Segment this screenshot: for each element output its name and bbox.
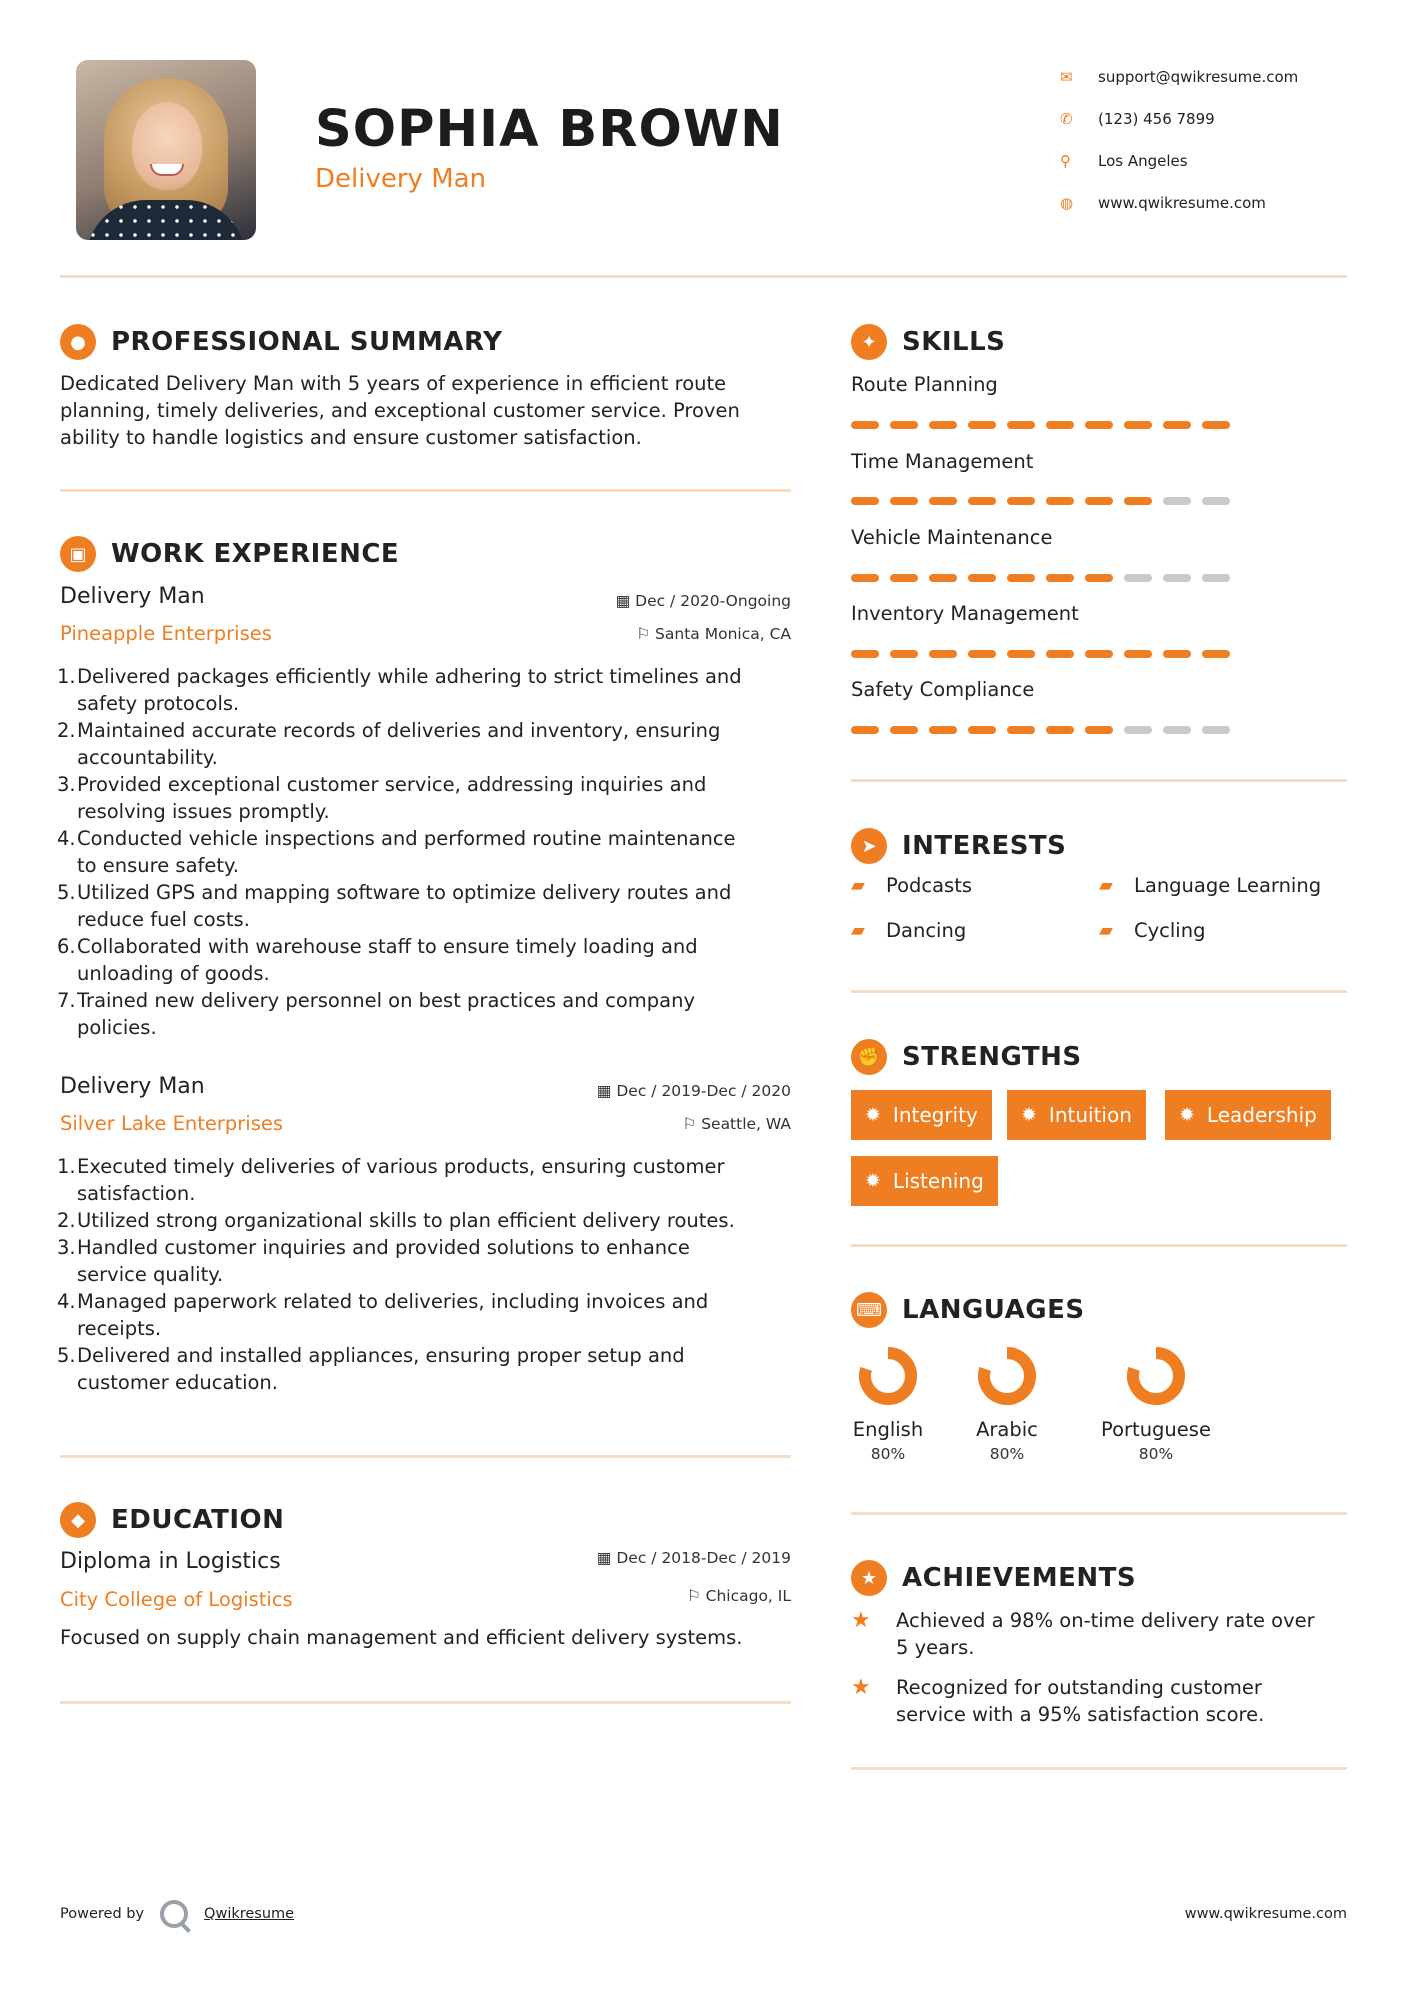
skill-dash-empty: [1124, 574, 1152, 582]
job-company: Silver Lake Enterprises: [60, 1112, 284, 1135]
phone-icon: ✆: [1060, 110, 1073, 128]
skill-dash-filled: [1163, 421, 1191, 429]
star-icon: ★: [851, 1675, 871, 1700]
skill-dash-filled: [1007, 726, 1035, 734]
contact-list: [1060, 56, 1298, 224]
languages-heading: ⌨ LANGUAGES: [851, 1292, 1085, 1328]
interests-heading: ➤ INTERESTS: [851, 828, 1066, 864]
user-icon: ●: [60, 324, 96, 360]
education-description: Focused on supply chain management and efficient delivery systems.: [60, 1626, 743, 1649]
language-item: [1096, 1344, 1216, 1463]
strength-chip: ✹ Listening: [851, 1156, 998, 1206]
job-title: Delivery Man: [60, 1074, 205, 1099]
strengths-heading: ✊ STRENGTHS: [851, 1039, 1082, 1075]
skill-dash-filled: [851, 650, 879, 658]
calendar-icon: ▦: [615, 592, 636, 610]
job-duties: [57, 1153, 797, 1396]
language-name: Portuguese: [1101, 1418, 1211, 1441]
job-title: Delivery Man: [60, 584, 205, 609]
badge-icon: ✹: [865, 1104, 881, 1126]
skill-dash-filled: [890, 726, 918, 734]
achievement-item: ★ Recognized for outstanding customer service with a 95% satisfaction score.: [851, 1675, 1265, 1726]
badge-icon: ✹: [865, 1170, 881, 1192]
job-location: ⚐ Seattle, WA: [682, 1115, 791, 1133]
skill-dash-filled: [968, 650, 996, 658]
list-item: 5. Utilized GPS and mapping software to optimize delivery routes and reduce fuel costs.: [57, 881, 732, 931]
skill-dash-filled: [968, 497, 996, 505]
skill-dash-filled: [890, 497, 918, 505]
interests-divider: [851, 990, 1347, 993]
language-percent: 80%: [989, 1445, 1025, 1463]
language-icon: ⌨: [851, 1292, 887, 1328]
map-pin-icon: ⚲: [1060, 152, 1071, 170]
interest-item: ▰ Dancing: [851, 919, 967, 942]
candidate-role: Delivery Man: [315, 164, 487, 194]
trophy-icon: ★: [851, 1560, 887, 1596]
language-name: Arabic: [976, 1418, 1038, 1441]
education-location: ⚐ Chicago, IL: [686, 1587, 791, 1605]
envelope-icon: ✉: [1060, 68, 1073, 86]
header-divider: [60, 275, 1347, 278]
language-name: English: [852, 1418, 924, 1441]
language-progress-ring: [1124, 1344, 1188, 1408]
summary-divider: [60, 489, 791, 492]
globe-icon: ◍: [1060, 194, 1074, 212]
skills-heading: ✦ SKILLS: [851, 324, 1005, 360]
footer-brand-link[interactable]: Qwikresume: [204, 1906, 295, 1922]
skill-dash-filled: [929, 574, 957, 582]
skill-level-bar: [851, 497, 1241, 505]
skill-dash-filled: [1007, 574, 1035, 582]
contact-location-text: Los Angeles: [1098, 152, 1188, 170]
skill-dash-filled: [890, 421, 918, 429]
list-item: 3. Handled customer inquiries and provided solutions to enhance service quality.: [57, 1236, 690, 1286]
skill-dash-empty: [1163, 497, 1191, 505]
skill-level-bar: [851, 421, 1241, 429]
skill-name: Time Management: [851, 450, 1034, 473]
skill-dash-filled: [1046, 497, 1074, 505]
contact-location: [1060, 140, 1298, 182]
skill-dash-filled: [1085, 497, 1113, 505]
summary-text: Dedicated Delivery Man with 5 years of experience in efficient route planning, timely deliveries, and exceptional customer service. Proven ability to handle logistics and ensure customer satisfaction.: [60, 372, 740, 449]
skill-dash-filled: [1124, 497, 1152, 505]
job-date: ▦ Dec / 2020-Ongoing: [615, 592, 791, 610]
list-item: 3. Provided exceptional customer service, addressing inquiries and resolving issues promptly.: [57, 773, 707, 823]
strength-chip: ✹ Integrity: [851, 1090, 992, 1140]
pin-icon: ⚐: [682, 1115, 702, 1133]
skill-dash-empty: [1163, 726, 1191, 734]
skill-level-bar: [851, 650, 1241, 658]
skill-dash-filled: [968, 726, 996, 734]
skill-level-bar: [851, 726, 1241, 734]
skill-dash-filled: [1202, 421, 1230, 429]
contact-phone-text: (123) 456 7899: [1098, 110, 1215, 128]
skill-dash-filled: [1007, 650, 1035, 658]
achievements-heading: ★ ACHIEVEMENTS: [851, 1560, 1136, 1596]
interest-item: ▰ Cycling: [1099, 919, 1206, 942]
badge-icon: ✹: [1021, 1104, 1037, 1126]
language-percent: 80%: [1138, 1445, 1174, 1463]
skill-dash-filled: [851, 726, 879, 734]
skill-dash-filled: [1046, 421, 1074, 429]
calendar-icon: ▦: [596, 1549, 617, 1567]
skill-name: Safety Compliance: [851, 678, 1035, 701]
list-item: 6. Collaborated with warehouse staff to ensure timely loading and unloading of goods.: [57, 935, 698, 985]
interest-item: ▰ Language Learning: [1099, 874, 1322, 897]
skill-dash-filled: [851, 497, 879, 505]
skill-dash-filled: [890, 574, 918, 582]
skill-dash-filled: [968, 574, 996, 582]
skill-dash-filled: [1163, 650, 1191, 658]
graduation-icon: ◆: [60, 1502, 96, 1538]
education-school: City College of Logistics: [60, 1588, 293, 1611]
summary-heading: ● PROFESSIONAL SUMMARY: [60, 324, 502, 360]
skill-dash-filled: [851, 574, 879, 582]
skill-dash-filled: [1046, 574, 1074, 582]
education-degree: Diploma in Logistics: [60, 1549, 281, 1574]
skill-name: Vehicle Maintenance: [851, 526, 1053, 549]
skill-dash-empty: [1202, 497, 1230, 505]
skill-dash-filled: [1085, 650, 1113, 658]
language-progress-ring: [856, 1344, 920, 1408]
skill-dash-filled: [929, 726, 957, 734]
briefcase-icon: ▣: [60, 536, 96, 572]
lightbulb-icon: ✦: [851, 324, 887, 360]
skill-dash-filled: [1046, 726, 1074, 734]
paper-plane-icon: ➤: [851, 828, 887, 864]
skill-dash-filled: [968, 421, 996, 429]
skill-dash-empty: [1202, 726, 1230, 734]
skill-dash-filled: [1124, 650, 1152, 658]
fist-icon: ✊: [851, 1039, 887, 1075]
contact-email-text: support@qwikresume.com: [1098, 68, 1299, 86]
job-duties: [57, 663, 797, 1041]
pin-icon: ⚐: [636, 625, 656, 643]
language-progress-ring: [975, 1344, 1039, 1408]
job-company: Pineapple Enterprises: [60, 622, 272, 645]
qwikresume-logo-icon: [160, 1900, 188, 1928]
skill-dash-filled: [1007, 421, 1035, 429]
skill-dash-filled: [851, 421, 879, 429]
footer-powered-by: Powered by Qwikresume: [60, 1900, 294, 1928]
star-icon: ★: [851, 1608, 871, 1633]
book-icon: ▰: [1099, 920, 1113, 941]
skill-dash-filled: [929, 421, 957, 429]
skill-level-bar: [851, 574, 1241, 582]
list-item: 2. Maintained accurate records of deliveries and inventory, ensuring accountability.: [57, 719, 721, 769]
skill-dash-filled: [1007, 497, 1035, 505]
strength-chip: ✹ Leadership: [1165, 1090, 1331, 1140]
contact-phone[interactable]: [1060, 98, 1298, 140]
list-item: 1. Executed timely deliveries of various products, ensuring customer satisfaction.: [57, 1155, 725, 1205]
book-icon: ▰: [851, 875, 865, 896]
list-item: 4. Managed paperwork related to deliveries, including invoices and receipts.: [57, 1290, 709, 1340]
list-item: 2. Utilized strong organizational skills to plan efficient delivery routes.: [57, 1209, 735, 1232]
language-item: [947, 1344, 1067, 1463]
language-item: [828, 1344, 948, 1463]
skill-dash-filled: [1085, 726, 1113, 734]
skill-dash-filled: [1046, 650, 1074, 658]
profile-photo: [76, 60, 256, 240]
language-percent: 80%: [870, 1445, 906, 1463]
experience-heading: ▣ WORK EXPERIENCE: [60, 536, 399, 572]
pin-icon: ⚐: [686, 1587, 706, 1605]
skill-name: Inventory Management: [851, 602, 1079, 625]
contact-website-text: www.qwikresume.com: [1098, 194, 1266, 212]
contact-website[interactable]: [1060, 182, 1298, 224]
skill-dash-filled: [1085, 421, 1113, 429]
skills-divider: [851, 779, 1347, 782]
education-date: ▦ Dec / 2018-Dec / 2019: [596, 1549, 791, 1567]
skill-name: Route Planning: [851, 373, 998, 396]
interest-item: ▰ Podcasts: [851, 874, 973, 897]
achievement-item: ★ Achieved a 98% on-time delivery rate over 5 years.: [851, 1608, 1315, 1659]
job-location: ⚐ Santa Monica, CA: [636, 625, 791, 643]
list-item: 5. Delivered and installed appliances, ensuring proper setup and customer education.: [57, 1344, 685, 1394]
badge-icon: ✹: [1179, 1104, 1195, 1126]
skill-dash-filled: [1202, 650, 1230, 658]
book-icon: ▰: [1099, 875, 1113, 896]
list-item: 1. Delivered packages efficiently while adhering to strict timelines and safety protocols.: [57, 665, 742, 715]
education-heading: ◆ EDUCATION: [60, 1502, 284, 1538]
education-divider: [60, 1701, 791, 1704]
job-date: ▦ Dec / 2019-Dec / 2020: [596, 1082, 791, 1100]
skill-dash-empty: [1202, 574, 1230, 582]
strengths-divider: [851, 1244, 1347, 1247]
skill-dash-filled: [1124, 421, 1152, 429]
skill-dash-filled: [1085, 574, 1113, 582]
skill-dash-filled: [929, 497, 957, 505]
experience-divider: [60, 1455, 791, 1458]
footer-url[interactable]: www.qwikresume.com: [1184, 1906, 1347, 1922]
candidate-name: SOPHIA BROWN: [315, 100, 784, 159]
skill-dash-filled: [890, 650, 918, 658]
list-item: 4. Conducted vehicle inspections and performed routine maintenance to ensure safety.: [57, 827, 736, 877]
skill-dash-empty: [1124, 726, 1152, 734]
contact-email[interactable]: [1060, 56, 1298, 98]
skill-dash-filled: [929, 650, 957, 658]
languages-divider: [851, 1512, 1347, 1515]
list-item: 7. Trained new delivery personnel on best practices and company policies.: [57, 989, 696, 1039]
achievements-divider: [851, 1767, 1347, 1770]
skill-dash-empty: [1163, 574, 1191, 582]
calendar-icon: ▦: [596, 1082, 617, 1100]
strength-chip: ✹ Intuition: [1007, 1090, 1146, 1140]
book-icon: ▰: [851, 920, 865, 941]
